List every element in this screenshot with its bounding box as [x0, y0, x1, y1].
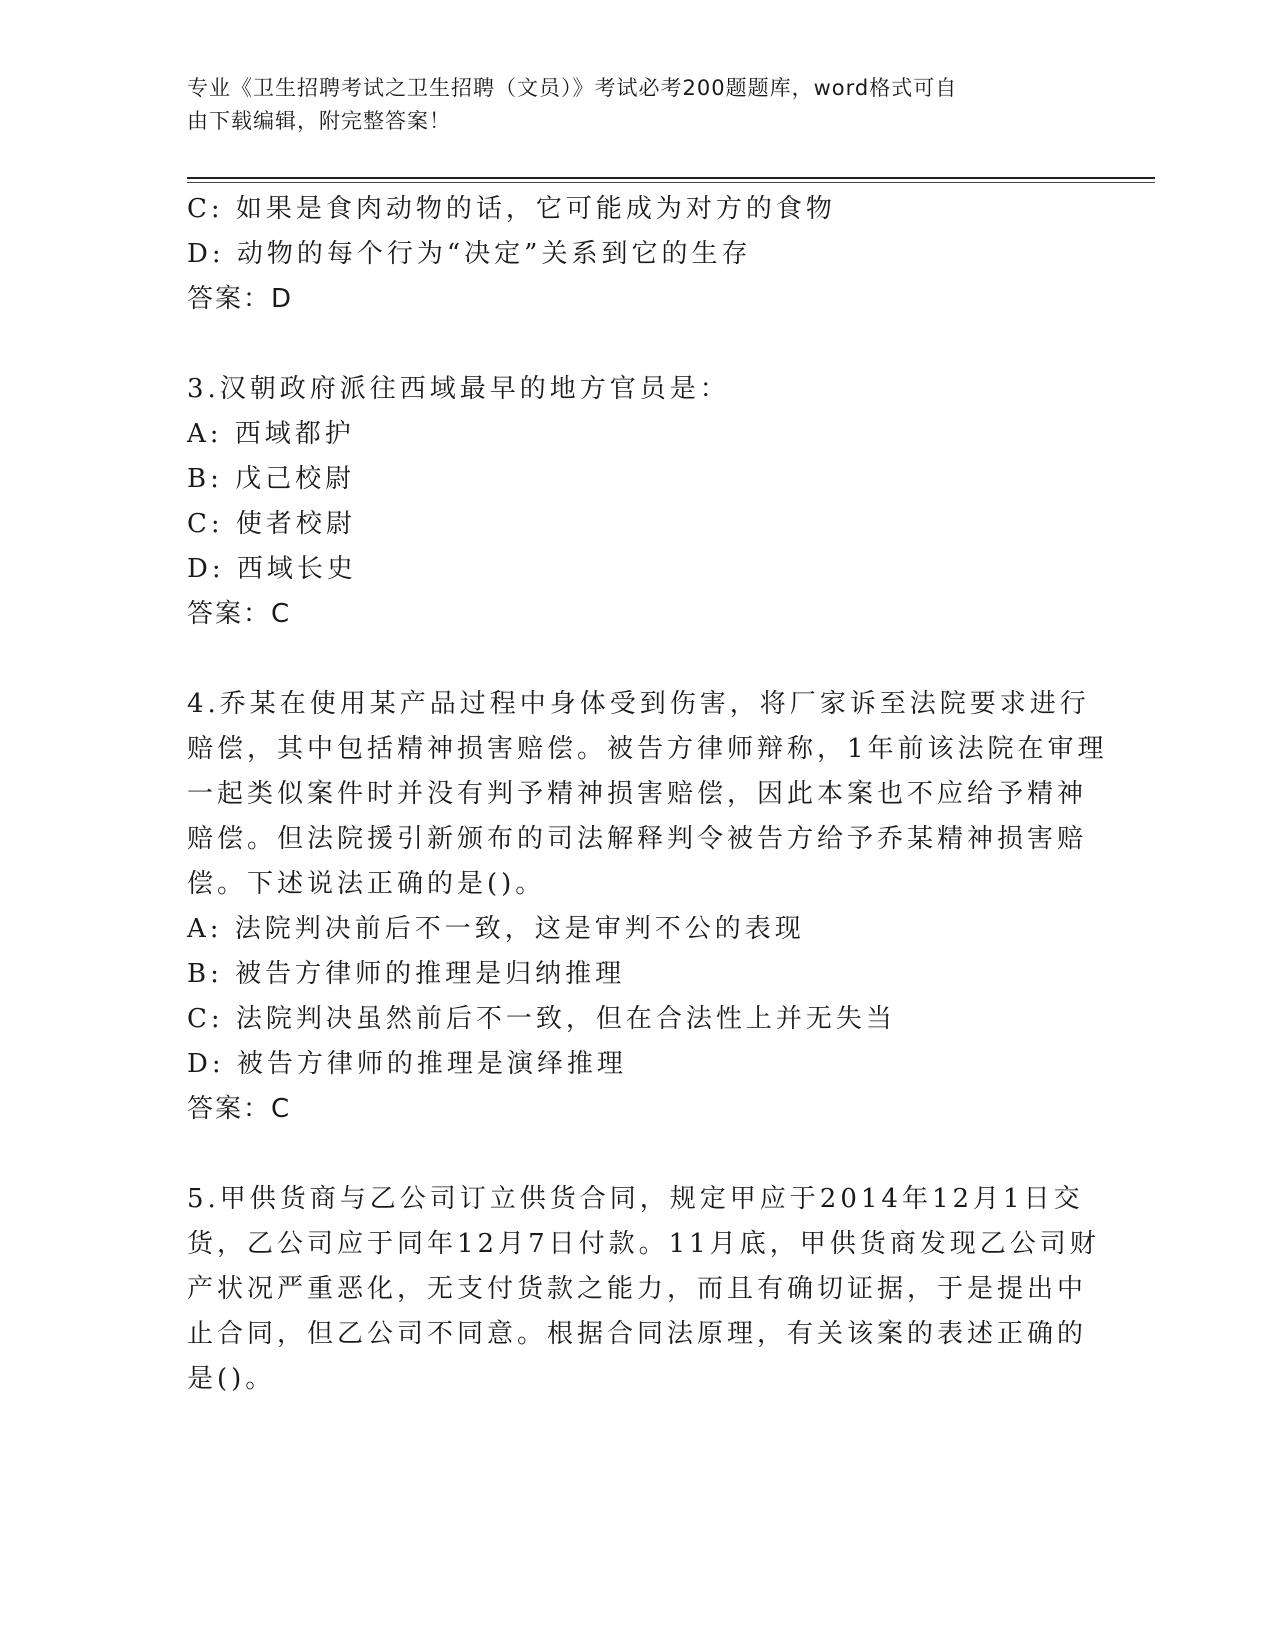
- option-c: C: 使者校尉: [187, 509, 356, 539]
- question-2: [187, 187, 1087, 322]
- question-stem-line: 止合同，但乙公司不同意。根据合同法原理，有关该案的表述正确的: [187, 1319, 1088, 1349]
- question-stem-line: 产状况严重恶化，无支付货款之能力，而且有确切证据，于是提出中: [187, 1274, 1088, 1304]
- option-c: C: 法院判决虽然前后不一致，但在合法性上并无失当: [187, 1004, 896, 1034]
- option-d: D: 被告方律师的推理是演绎推理: [187, 1049, 627, 1079]
- question-list: [187, 187, 1108, 1402]
- question-stem-line: 赔偿，其中包括精神损害赔偿。被告方律师辩称，1年前该法院在审理: [187, 734, 1108, 764]
- answer-text: 答案：D: [187, 284, 294, 314]
- spacer: [187, 322, 1087, 367]
- question-3: [187, 367, 1087, 637]
- spacer: [187, 637, 1087, 682]
- header-divider-thick: [187, 177, 1155, 179]
- option-b: B: 被告方律师的推理是归纳推理: [187, 959, 626, 989]
- option-a: A: 西域都护: [187, 419, 355, 449]
- answer-text: 答案：C: [187, 599, 292, 629]
- header-line-2: 由下载编辑，附完整答案！: [187, 109, 451, 133]
- question-stem: 3.汉朝政府派往西域最早的地方官员是：: [187, 374, 730, 404]
- header-line-1: 专业《卫生招聘考试之卫生招聘（文员）》考试必考200题题库，word格式可自: [187, 76, 958, 100]
- question-stem-line: 4.乔某在使用某产品过程中身体受到伤害，将厂家诉至法院要求进行: [187, 689, 1090, 719]
- question-4: [187, 682, 1108, 1132]
- question-stem-line: 赔偿。但法院援引新颁布的司法解释判令被告方给予乔某精神损害赔: [187, 824, 1088, 854]
- question-stem-line: 一起类似案件时并没有判予精神损害赔偿，因此本案也不应给予精神: [187, 779, 1088, 809]
- question-5: [187, 1177, 1100, 1402]
- header-divider-thin: [187, 182, 1155, 183]
- option-d: D: 动物的每个行为“决定”关系到它的生存: [187, 239, 752, 269]
- option-d: D: 西域长史: [187, 554, 357, 584]
- option-a: A: 法院判决前后不一致，这是审判不公的表现: [187, 914, 805, 944]
- document-header: [187, 72, 1067, 138]
- question-stem-line: 5.甲供货商与乙公司订立供货合同，规定甲应于2014年12月1日交: [187, 1184, 1084, 1214]
- option-b: B: 戊己校尉: [187, 464, 356, 494]
- spacer: [187, 1132, 1087, 1177]
- answer-text: 答案：C: [187, 1094, 292, 1124]
- option-c: C: 如果是食肉动物的话，它可能成为对方的食物: [187, 194, 836, 224]
- question-stem-line: 偿。下述说法正确的是()。: [187, 869, 546, 899]
- question-stem-line: 货，乙公司应于同年12月7日付款。11月底，甲供货商发现乙公司财: [187, 1229, 1100, 1259]
- question-stem-line: 是()。: [187, 1364, 276, 1394]
